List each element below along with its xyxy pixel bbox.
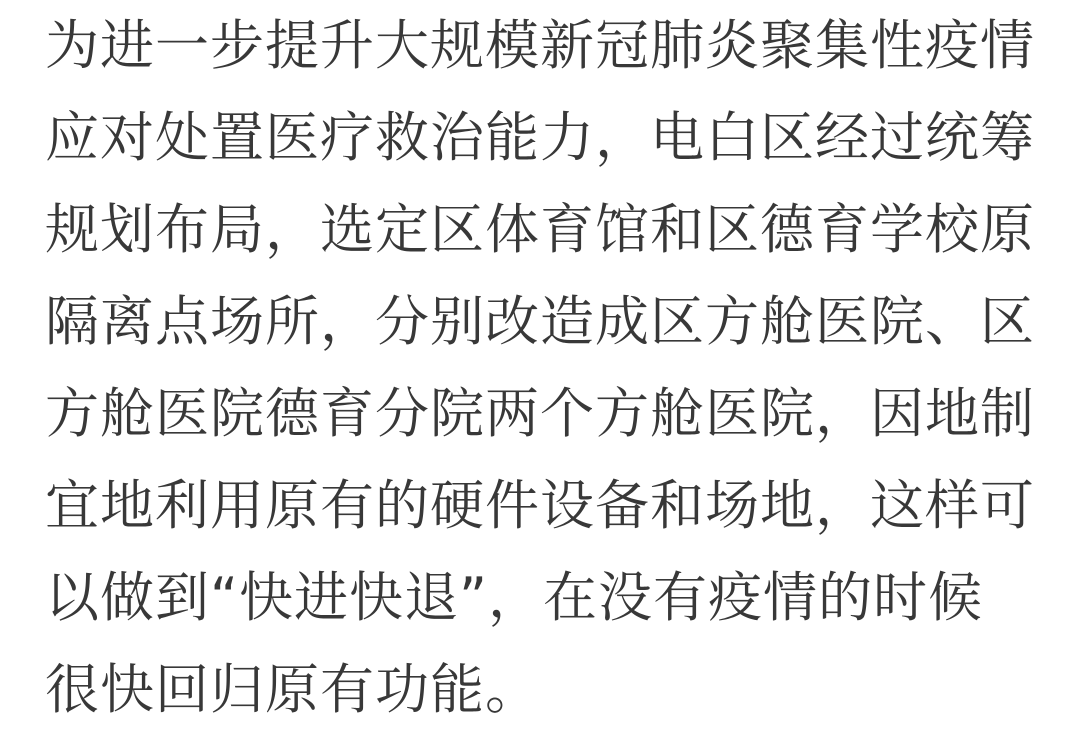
text-line: 规划布局，选定区体育馆和区德育学校原 <box>45 198 1035 261</box>
text-line: 以做到“快进快退”，在没有疫情的时候 <box>45 566 983 629</box>
text-line: 应对处置医疗救治能力，电白区经过统筹 <box>45 106 1035 169</box>
text-line: 宜地利用原有的硬件设备和场地，这样可 <box>45 474 1035 537</box>
text-line: 方舱医院德育分院两个方舱医院，因地制 <box>45 382 1035 445</box>
text-line: 隔离点场所，分别改造成区方舱医院、区 <box>45 290 1035 353</box>
text-line: 很快回归原有功能。 <box>45 658 540 721</box>
text-line: 为进一步提升大规模新冠肺炎聚集性疫情 <box>45 14 1035 77</box>
